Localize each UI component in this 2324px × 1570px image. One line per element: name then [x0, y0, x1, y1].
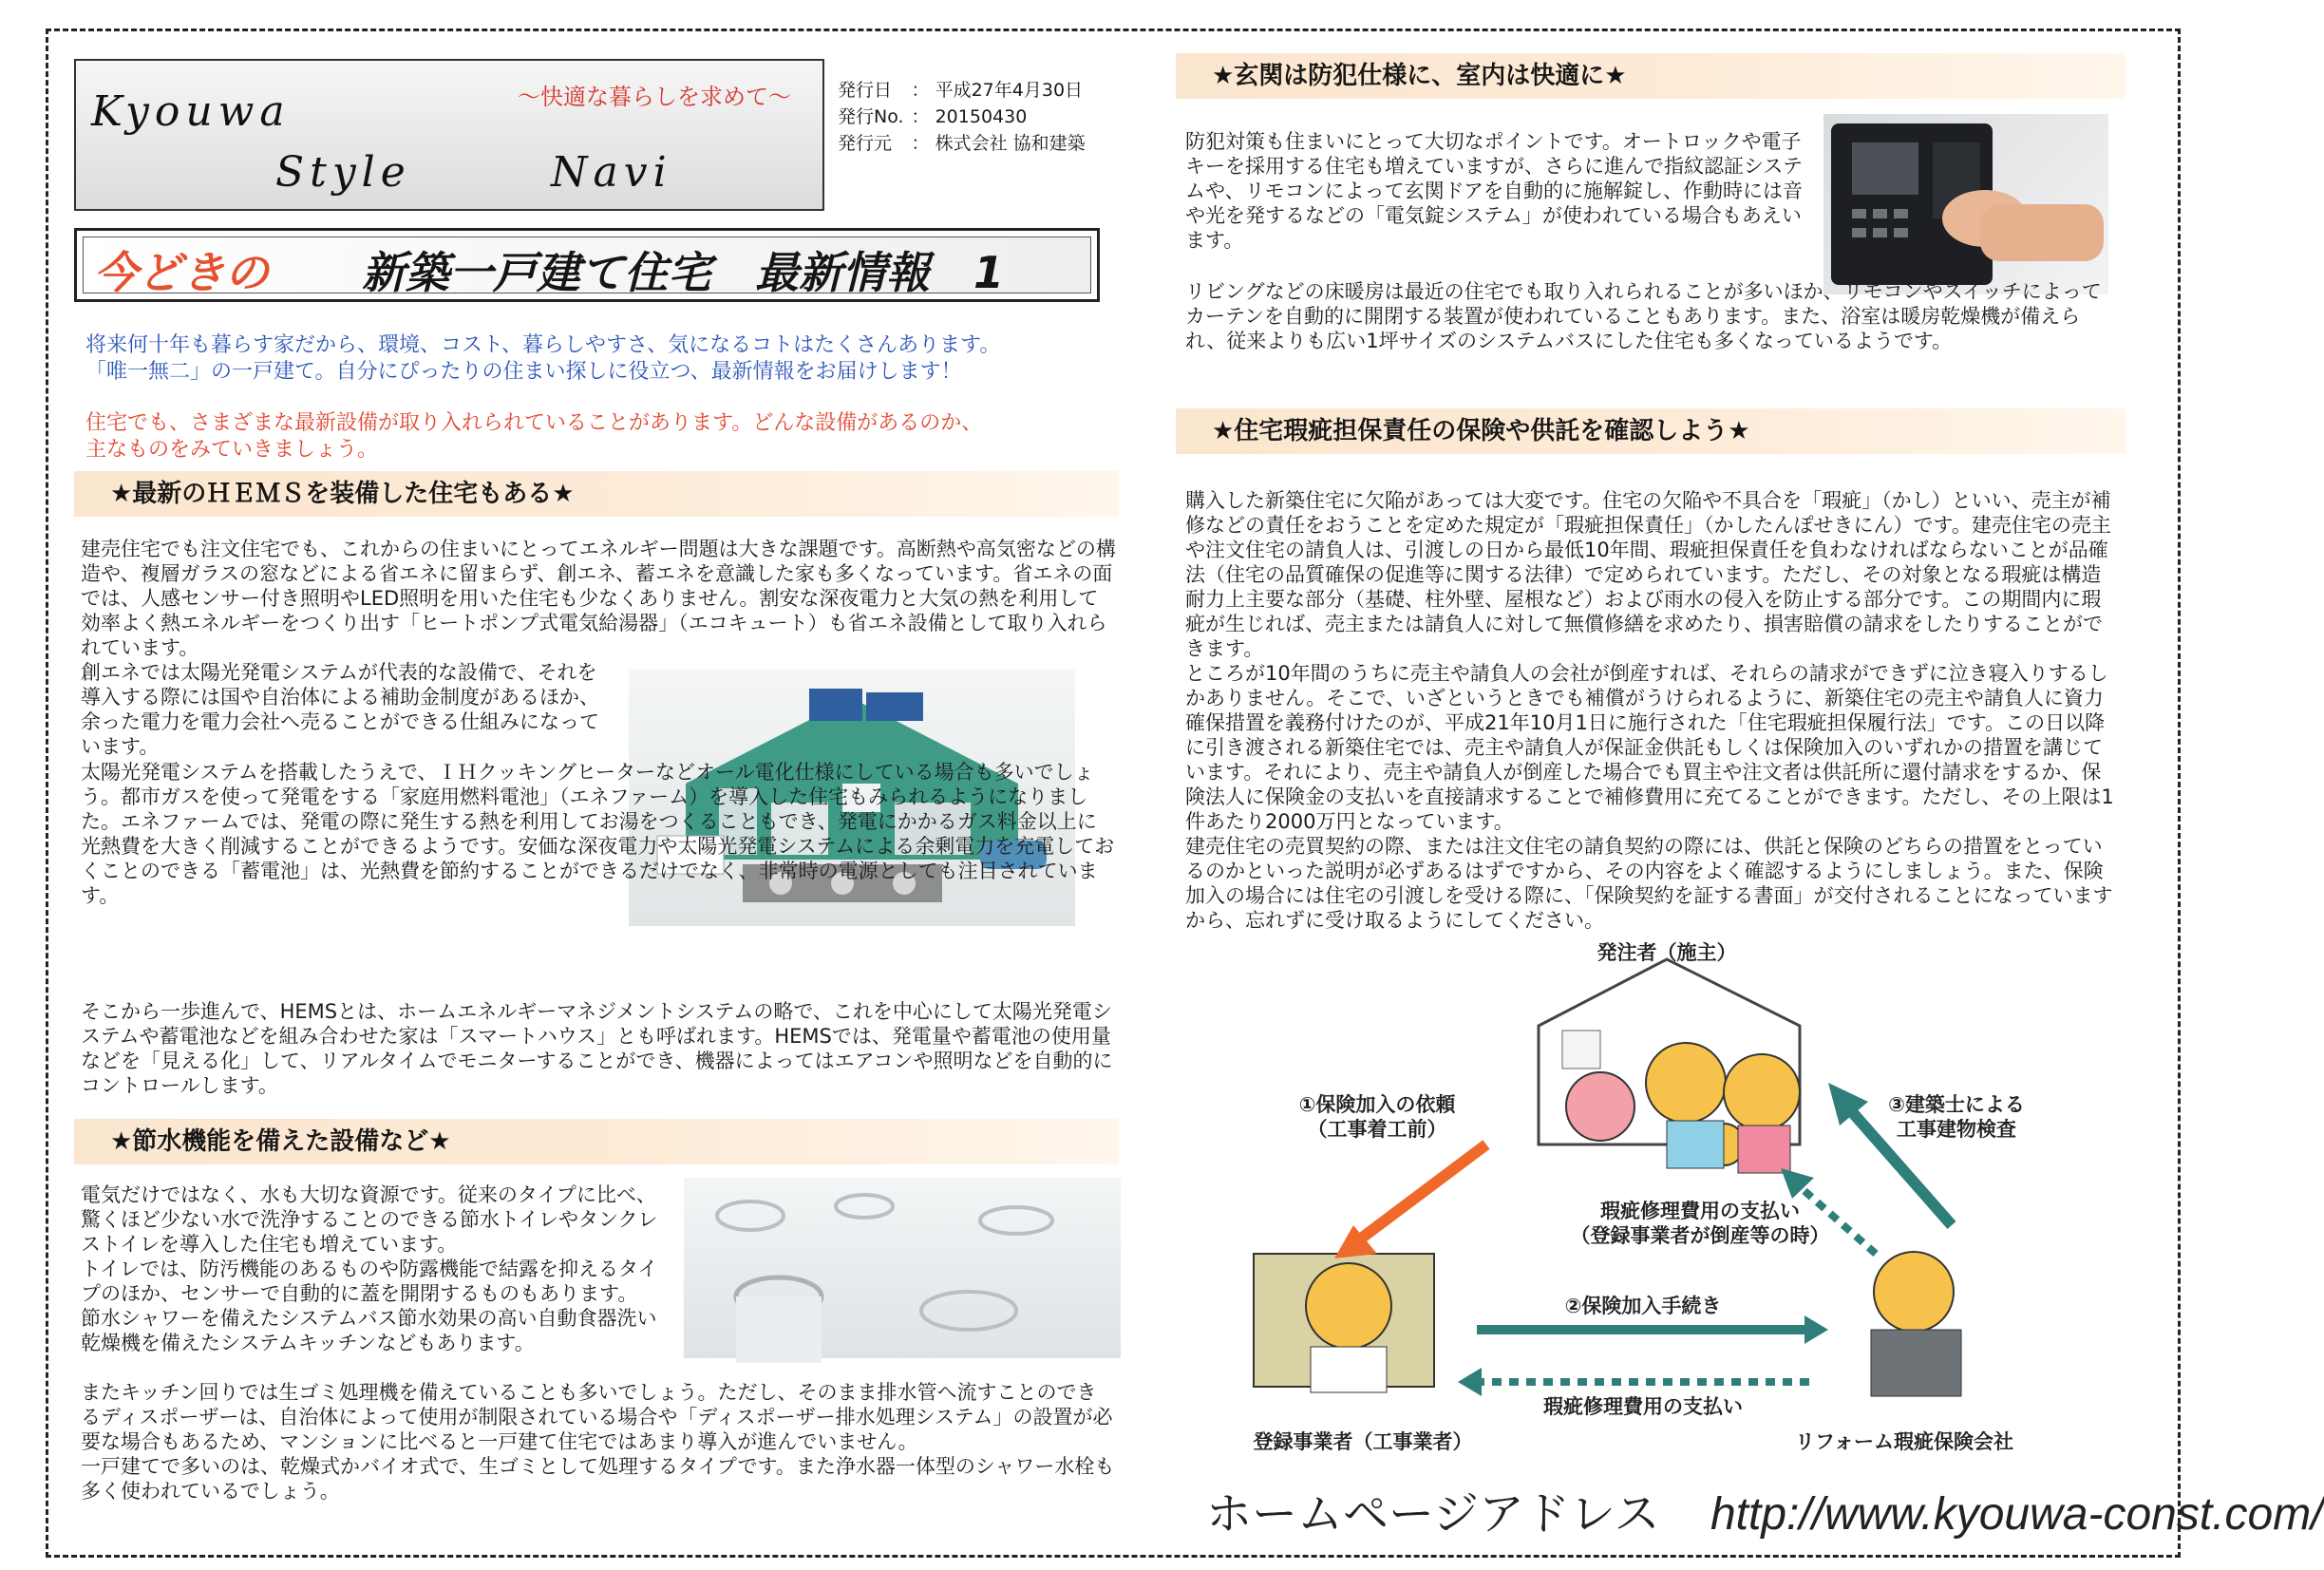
step1-sub-text: （工事着工前） [1307, 1118, 1447, 1141]
meta-value: ： 20150430 [911, 106, 1028, 127]
meta-value: ： 平成27年4月30日 [911, 80, 1084, 101]
water-paragraphs-2 [81, 1380, 1116, 1504]
label-insurer: リフォーム瑕疵保険会社 [1795, 1430, 2013, 1453]
intro-red-line: 住宅でも、さまざまな最新設備が取り入れられていることがあります。どんな設備があるのか、 [85, 411, 983, 435]
section-heading-warranty: ★住宅瑕疵担保責任の保険や供託を確認しよう★ [1176, 408, 2126, 454]
water-text: トイレでは、防汚機能のあるものや防露機能で結露を抑えるタイプのほか、センサーで自動的に蓋を開閉するものもあります。 [81, 1258, 658, 1305]
meta-label: 発行元 [838, 133, 893, 154]
section-heading-hems: ★最新のＨＥＭＳを装備した住宅もある★ [74, 471, 1119, 517]
label-owner: 発注者（施主） [1597, 941, 1737, 964]
water-text: 節水シャワーを備えたシステムバス節水効果の高い自動食器洗い乾燥機を備えたシステムキッチンなどもあります。 [81, 1307, 657, 1354]
hems-text: 建売住宅でも注文住宅でも、これからの住まいにとってエネルギー問題は大きな課題です。高断熱や高気密などの構造や、複層ガラスの窓などによる省エネに留まらず、創エネ、蓄エネを意識した家も多くなっています。省エネの面では、人感センサー付き照明やLED照明を用いた住宅も少なくありません。割安な深夜電力と大気の熱を利用して効率よく熱エネルギーをつくり出す「ヒートポンプ式電気給湯器」（エコキュート）も省エネ設備として取り入れられています。 [81, 538, 1116, 659]
intro-red [85, 410, 1121, 463]
step3-text: ③建築士による [1888, 1093, 2025, 1116]
intro-blue [85, 332, 1121, 386]
water-text: 電気だけではなく、水も大切な資源です。従来のタイプに比べ、驚くほど少ない水で洗浄することのできる節水トイレやタンクレストイレを導入した住宅も増えています。 [81, 1183, 658, 1256]
meta-label: 発行日 [838, 80, 893, 101]
brand-kyouwa: Kyouwa [91, 87, 291, 136]
label-contractor: 登録事業者（工事業者） [1253, 1430, 1473, 1453]
brand-style: Style [275, 148, 411, 197]
issue-meta [836, 76, 1093, 158]
water-paragraphs [81, 1182, 670, 1355]
hems-text: 創エネでは太陽光発電システムが代表的な設備で、それを導入する際には国や自治体による補助金制度があるほか、余った電力を電力会社へ売ることができる仕組みになっています。 [81, 661, 599, 758]
step3-sub-text: 工事建物検査 [1897, 1118, 2016, 1141]
entrance-text: リビングなどの床暖房は最近の住宅でも取り入れられることが多いほか、リモコンやスイッチによってカーテンを自動的に開閉する装置が使われていることもあります。また、浴室は暖房乾燥機が備えられ、従来よりも広い1坪サイズのシステムバスにした住宅も多くなっているようです。 [1185, 280, 2102, 352]
label-step2: ②保険加入手続き [1564, 1295, 1722, 1317]
warranty-text: 建売住宅の売買契約の際、または注文住宅の請負契約の際には、供託と保険のどちらの措置をとっているのかといった説明が必ずあるはずですから、その内容をよく確認するようにしましょう。また、保険加入の場合には住宅の引渡しを受ける際に、「保険契約を証する書面」が交付されることになっていますから、忘れずに受け取るようにしてください。 [1185, 835, 2113, 932]
hems-paragraph-1 [81, 537, 1116, 660]
step1-text: ①保険加入の依頼 [1298, 1093, 1456, 1116]
label-step3 [1847, 1092, 2066, 1142]
hems-paragraph-4 [81, 999, 1116, 1098]
hems-paragraph-3a [81, 760, 1115, 908]
warranty-text: ところが10年間のうちに売主や請負人の会社が倒産すれば、それらの請求ができずに泣き寝入りするしかありません。そこで、いざというときでも補償がうけられるように、新築住宅の売主や請負人に資力確保措置を義務付けたのが、平成21年10月1日に施行された「住宅瑕疵担保履行法」です。この日以降に引き渡される新築住宅では、売主や請負人が保証金供託もしくは保険加入のいずれかの措置を講じています。それにより、売主や請負人が倒産した場合でも買主や注文者は供託所に還付請求をするか、保険法人に保険金の支払いを直接請求することで補修費用に充てることができます。ただし、その上限は1件あたり2000万円となっています。 [1185, 662, 2114, 833]
entrance-text: 防犯対策も住まいにとって大切なポイントです。オートロックや電子キーを採用する住宅も増えていますが、さらに進んで指紋認証システムや、リモコンによって玄関ドアを自動的に施解錠し、作動時には音や光を発するなどの「電気錠システム」が使われている場合もあえいます。 [1185, 130, 1803, 252]
arrow-insurance-request [1353, 1144, 1486, 1244]
meta-value: ： 株式会社 協和建築 [911, 133, 1086, 154]
water-text: またキッチン回りでは生ゴミ処理機を備えていることも多いでしょう。ただし、そのまま排水管へ流すことのできるディスポーザーは、自治体によって使用が制限されている場合や「ディスポーザー排水処理システム」の設置が必要な場合もあるため、マンションに比べると一戸建て住宅ではあまり導入が進んでいません。 [81, 1381, 1113, 1453]
intro-blue-line: 将来何十年も暮らす家だから、環境、コスト、暮らしやすさ、気になるコトはたくさんあります。 [85, 333, 1001, 357]
label-step1 [1268, 1092, 1486, 1142]
issue-title [74, 228, 1100, 302]
label-pay-bottom: 瑕疵修理費用の支払い [1543, 1395, 1743, 1418]
pay-center-sub-text: （登録事業者が倒産等の時） [1570, 1224, 1830, 1247]
brand-navi: Navi [551, 148, 672, 197]
title-prefix: 今どきの [94, 247, 269, 298]
hems-text: そこから一歩進んで、HEMSとは、ホームエネルギーマネジメントシステムの略で、これを中心にして太陽光発電システムや蓄電池などを組み合わせた家は「スマートハウス」とも呼ばれます。HEMSでは、発電量や蓄電池の使用量などを「見える化」して、リアルタイムでモニターすることができ、機器によってはエアコンや照明などを自動的にコントロールします。 [81, 1000, 1113, 1097]
title-main: 新築一戸建て住宅 最新情報 1 [362, 247, 1005, 298]
fingerprint-lock-photo [1823, 114, 2108, 294]
pay-center-text: 瑕疵修理費用の支払い [1600, 1200, 1800, 1222]
intro-blue-line: 「唯一無二」の一戸建て。自分にぴったりの住まい探しに役立つ、最新情報をお届けします！ [85, 360, 962, 384]
label-pay-center [1543, 1199, 1857, 1248]
water-bottles-photo [684, 1178, 1121, 1358]
intro-red-line: 主なものをみていきましょう。 [85, 438, 379, 462]
section-heading-entrance: ★玄関は防犯仕様に、室内は快適に★ [1176, 53, 2126, 99]
hems-paragraph-2 [81, 660, 608, 759]
water-text: 一戸建てで多いのは、乾燥式かバイオ式で、生ゴミとして処理するタイプです。また浄水器一体型のシャワー水栓も多く使われているでしょう。 [81, 1455, 1115, 1503]
homepage-address [1206, 1477, 2324, 1542]
homepage-label: ホームページアドレス [1206, 1489, 1660, 1540]
entrance-paragraph-1 [1185, 129, 1812, 253]
section-heading-water: ★節水機能を備えた設備など★ [74, 1119, 1119, 1164]
warranty-text: 購入した新築住宅に欠陥があっては大変です。住宅の欠陥や不具合を「瑕疵」（かし）といい、売主が補修などの責任をおうことを定めた規定が「瑕疵担保責任」（かしたんぽせきにん）です。建売住宅の売主や注文住宅の請負人は、引渡しの日から最低10年間、瑕疵担保責任を負わなければならないことが品確法（住宅の品質確保の促進等に関する法律）で定められています。ただし、その対象となる瑕疵は構造耐力上主要な部分（基礎、柱外壁、屋根など）および雨水の侵入を防止する部分です。この期間内に瑕疵が生じれば、売主または請負人に対して無償修繕を求めたり、損害賠償の請求をしたりすることができます。 [1185, 489, 2111, 660]
meta-label: 発行No. [838, 106, 904, 127]
masthead [74, 59, 824, 211]
warranty-paragraphs [1185, 488, 2116, 933]
homepage-url-link[interactable]: http://www.kyouwa-const.com/ [1710, 1489, 2324, 1540]
entrance-paragraph-2 [1185, 279, 2116, 353]
hems-text: 太陽光発電システムを搭載したうえで、ＩＨクッキングヒーターなどオール電化仕様にしている場合も多いでしょう。都市ガスを使って発電をする「家庭用燃料電池」（エネファーム）を導入した住宅もみられるようになりました。エネファームでは、発電の際に発生する熱を利用してお湯をつくることもでき、発電にかかるガス料金以上に光熱費を大きく削減することができるようです。安価な深夜電力や太陽光発電システムによる余剰電力を充電しておくことのできる「蓄電池」は、光熱費を節約することができるだけでなく、非常時の電源としても注目されています。 [81, 761, 1115, 907]
tagline: ～快適な暮らしを求めて～ [518, 84, 791, 110]
warranty-diagram [1192, 940, 2123, 1472]
